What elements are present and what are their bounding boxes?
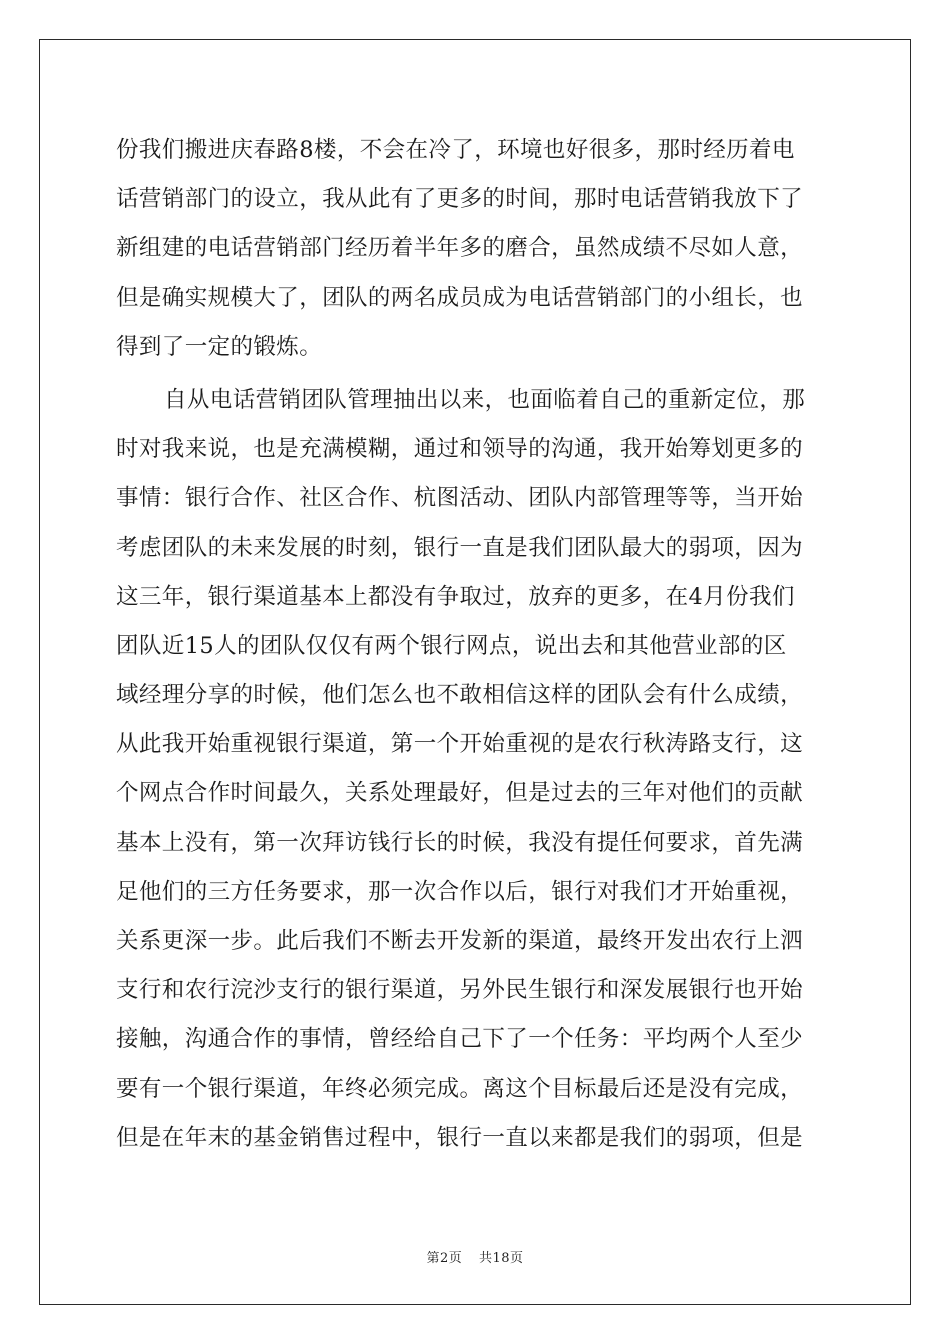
- text-line: 时对我来说，也是充满模糊，通过和领导的沟通，我开始筹划更多的: [116, 436, 804, 463]
- document-body: [116, 126, 836, 1163]
- text-line: 要有一个银行渠道，年终必须完成。离这个目标最后还是没有完成，: [116, 1075, 804, 1102]
- text-line: 自从电话营销团队管理抽出以来，也面临着自己的重新定位，那: [164, 386, 806, 413]
- text-line: 事情：银行合作、社区合作、杭图活动、团队内部管理等等，当开始: [116, 485, 804, 512]
- page-total: 共18页: [478, 1251, 524, 1266]
- text-line: 支行和农行浣沙支行的银行渠道，另外民生银行和深发展银行也开始: [116, 977, 804, 1004]
- text-line: 足他们的三方任务要求，那一次合作以后，银行对我们才开始重视，: [116, 878, 804, 905]
- text-line: 团队近15人的团队仅仅有两个银行网点，说出去和其他营业部的区: [116, 632, 787, 659]
- text-line: 个网点合作时间最久，关系处理最好，但是过去的三年对他们的贡献: [116, 780, 804, 807]
- text-line: 关系更深一步。此后我们不断去开发新的渠道，最终开发出农行上泗: [116, 928, 804, 954]
- text-line: 这三年，银行渠道基本上都没有争取过，放弃的更多，在4月份我们: [116, 583, 795, 610]
- text-line: 得到了一定的锻炼。: [116, 333, 323, 360]
- text-line: 从此我开始重视银行渠道，第一个开始重视的是农行秋涛路支行，这: [116, 731, 804, 758]
- text-line: 域经理分享的时候，他们怎么也不敢相信这样的团队会有什么成绩，: [116, 682, 804, 709]
- text-line: 接触，沟通合作的事情，曾经给自己下了一个任务：平均两个人至少: [116, 1026, 804, 1053]
- text-line: 话营销部门的设立，我从此有了更多的时间，那时电话营销我放下了: [116, 186, 804, 213]
- paragraph-2: [116, 376, 836, 1163]
- text-line: 但是确实规模大了，团队的两名成员成为电话营销部门的小组长，也: [116, 284, 804, 311]
- page-footer: [0, 1247, 950, 1266]
- text-line: 考虑团队的未来发展的时刻，银行一直是我们团队最大的弱项，因为: [116, 534, 804, 561]
- text-line: 基本上没有，第一次拜访钱行长的时候，我没有提任何要求，首先满: [116, 829, 804, 856]
- page-number: 第2页: [426, 1251, 463, 1266]
- text-line: 份我们搬进庆春路8楼，不会在冷了，环境也好很多，那时经历着电: [116, 137, 795, 163]
- paragraph-1: [116, 126, 836, 372]
- text-line: 新组建的电话营销部门经历着半年多的磨合，虽然成绩不尽如人意，: [116, 235, 804, 262]
- text-line: 但是在年末的基金销售过程中，银行一直以来都是我们的弱项，但是: [116, 1124, 804, 1151]
